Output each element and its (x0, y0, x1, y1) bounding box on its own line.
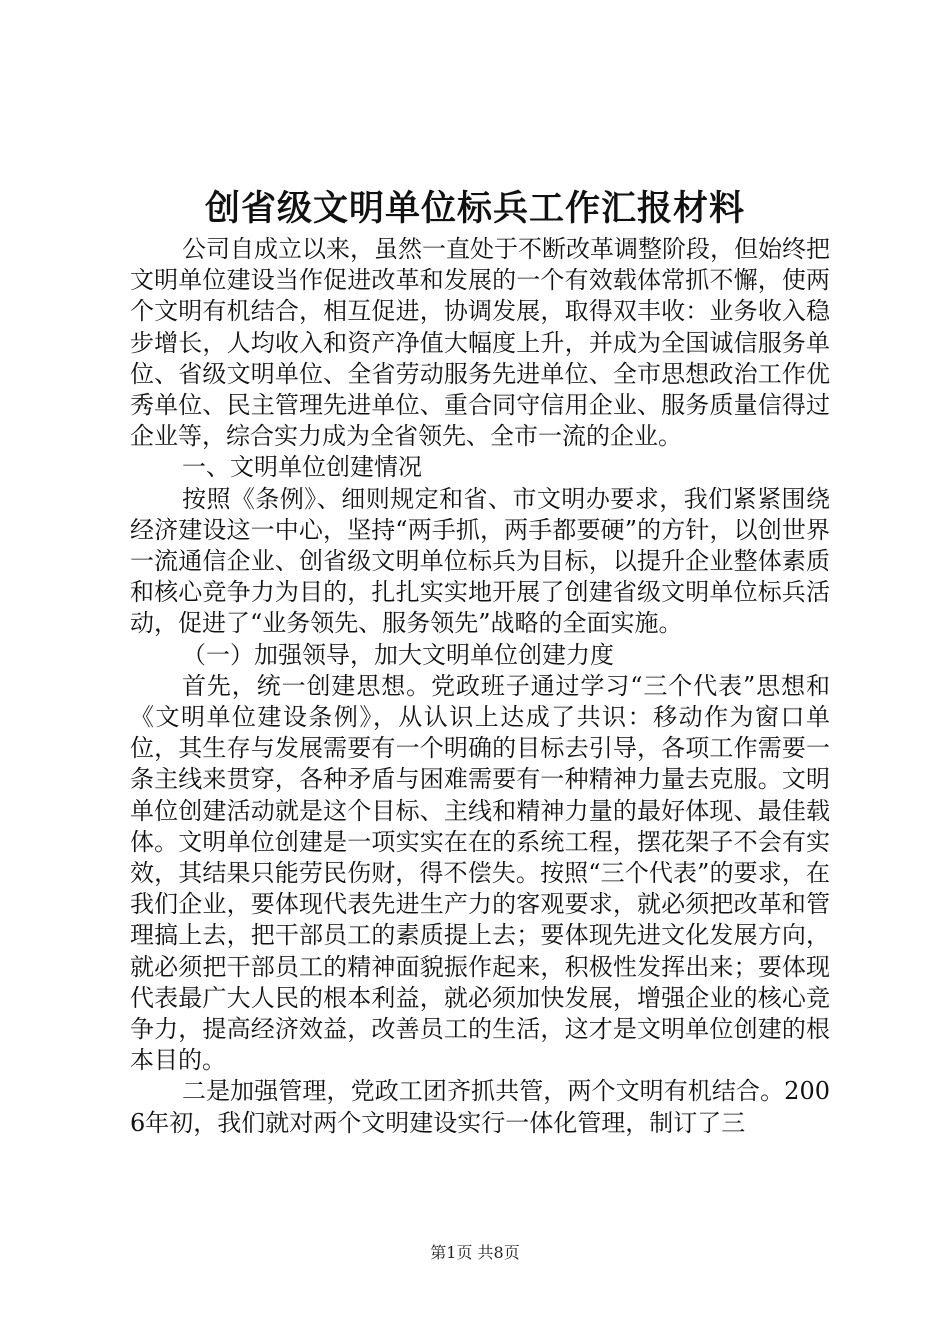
section-paragraph: 按照《条例》、细则规定和省、市文明办要求，我们紧紧围绕经济建设这一中心，坚持“两手抓，两手都要硬”的方针，以创世界一流通信企业、创省级文明单位标兵为目标，以提升企业整体素质和核心竞争力为目的，扎扎实实地开展了创建省级文明单位标兵活动，促进了“业务领先、服务领先”战略的全面实施。 (130, 484, 830, 638)
subsection-paragraph: 首先，统一创建思想。党政班子通过学习“三个代表”思想和《文明单位建设条例》，从认识上达成了共识：移动作为窗口单位，其生存与发展需要有一个明确的目标去引导，各项工作需要一条主线来贯穿，各种矛盾与困难需要有一种精神力量去克服。文明单位创建活动就是这个目标、主线和精神力量的最好体现、最佳载体。文明单位创建是一项实实在在的系统工程，摆花架子不会有实效，其结果只能劳民伤财，得不偿失。按照“三个代表”的要求，在我们企业，要体现代表先进生产力的客观要求，就必须把改革和管理搞上去，把干部员工的素质提上去；要体现先进文化发展方向，就必须把干部员工的精神面貌振作起来，积极性发挥出来；要体现代表最广大人民的根本利益，就必须加快发展，增强企业的核心竞争力，提高经济效益，改善员工的生活，这才是文明单位创建的根本目的。 (130, 671, 830, 1075)
intro-paragraph: 公司自成立以来，虽然一直处于不断改革调整阶段，但始终把文明单位建设当作促进改革和发展的一个有效载体常抓不懈，使两个文明有机结合，相互促进，协调发展，取得双丰收：业务收入稳步增长，人均收入和资产净值大幅度上升，并成为全国诚信服务单位、省级文明单位、全省劳动服务先进单位、全市思想政治工作优秀单位、民主管理先进单位、重合同守信用企业、服务质量信得过企业等，综合实力成为全省领先、全市一流的企业。 (130, 235, 830, 451)
page-footer: 第1页 共8页 (430, 1243, 520, 1262)
document-body (130, 234, 830, 1139)
second-point-paragraph: 二是加强管理，党政工团齐抓共管，两个文明有机结合。2006年初，我们就对两个文明建设实行一体化管理，制订了三 (130, 1077, 830, 1137)
document-title: 创省级文明单位标兵工作汇报材料 (204, 188, 745, 229)
section-heading: 一、文明单位创建情况 (182, 453, 422, 482)
subsection-heading: （一）加强领导，加大文明单位创建力度 (182, 640, 614, 669)
